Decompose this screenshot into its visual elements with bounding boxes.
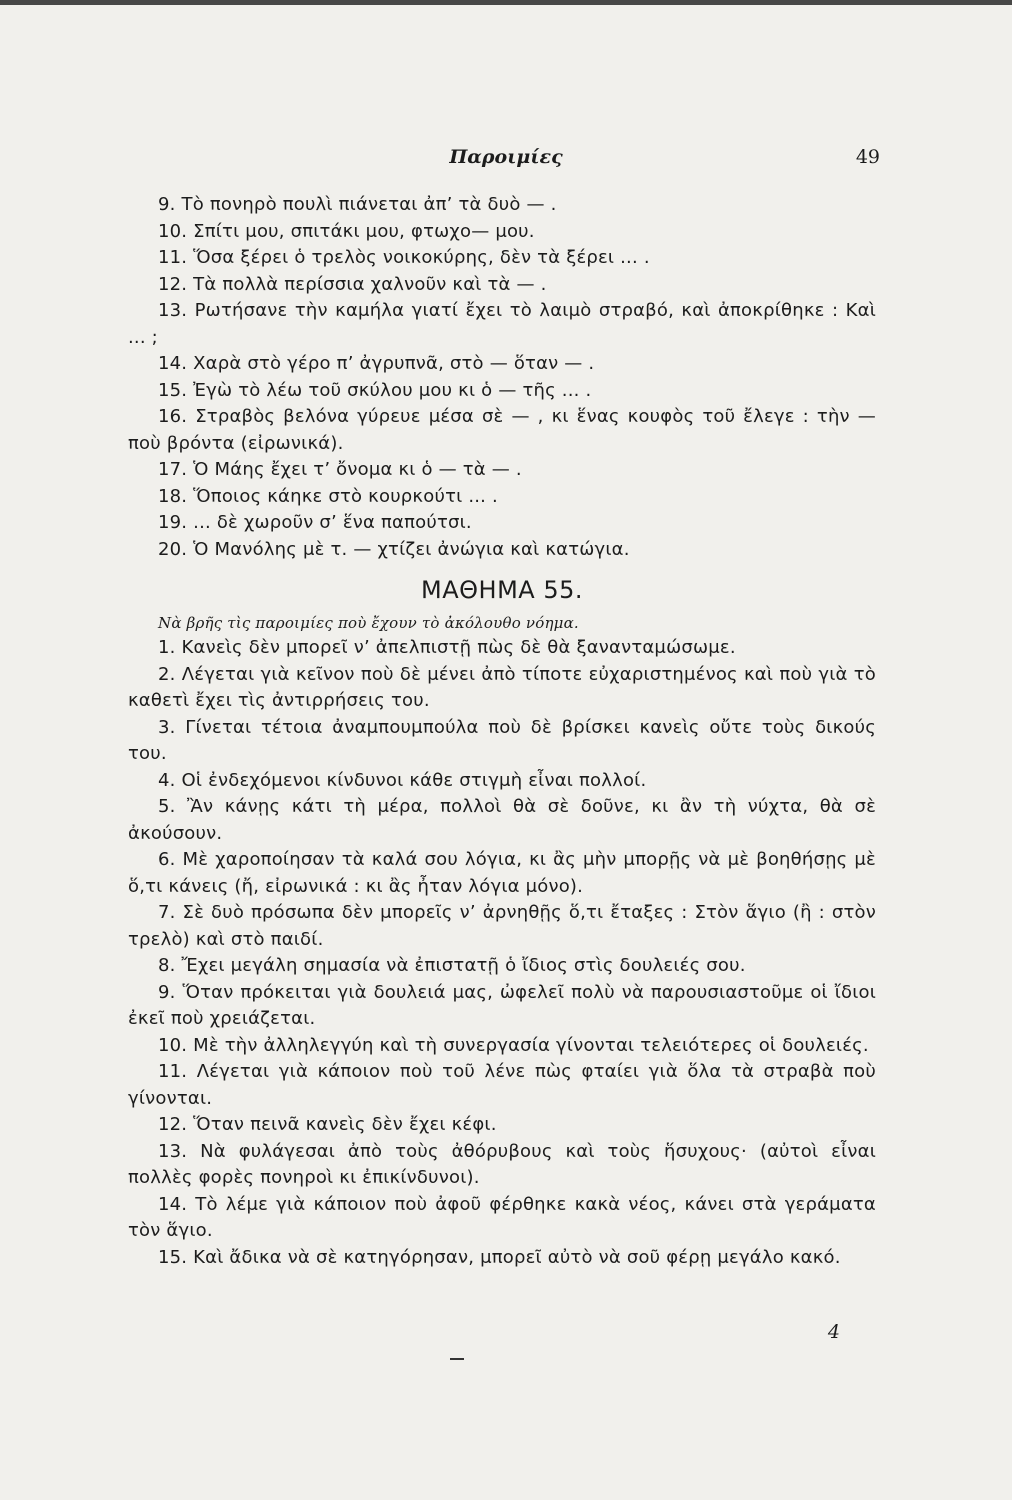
meaning-item: 1. Κανεὶς δὲν μπορεῖ ν’ ἀπελπιστῇ πὼς δὲ θὰ ξανανταμώσωμε. [158, 637, 736, 658]
signature-mark: 4 [827, 1321, 840, 1343]
lesson-heading: ΜΑΘΗΜΑ 55. [421, 576, 583, 604]
meaning-item: 10. Μὲ τὴν ἀλληλεγγύη καὶ τὴ συνεργασία γίνονται τελειότερες οἱ δουλειές. [158, 1034, 869, 1056]
proverb-item: 14. Χαρὰ στὸ γέρο π’ ἀγρυπνᾶ, στὸ — ὅταν — . [158, 353, 595, 374]
proverb-item: 11. Ὅσα ξέρει ὁ τρελὸς νοικοκύρης, δὲν τὰ ξέρει ... . [158, 247, 650, 268]
meaning-item: 8. Ἔχει μεγάλη σημασία νὰ ἐπιστατῇ ὁ ἴδιος στὶς δουλειές σου. [158, 955, 746, 976]
meaning-item: 9. Ὅταν πρόκειται γιὰ δουλειά μας, ὠφελεῖ πολὺ νὰ παρουσιαστοῦμε οἱ ἴδιοι ἐκεῖ ποὺ χρειάζεται. [128, 981, 876, 1029]
proverb-item: 9. Τὸ πονηρὸ πουλὶ πιάνεται ἀπ’ τὰ δυὸ — . [158, 194, 557, 215]
meaning-item: 15. Καὶ ἄδικα νὰ σὲ κατηγόρησαν, μπορεῖ αὐτὸ νὰ σοῦ φέρῃ μεγάλο κακό. [158, 1246, 841, 1268]
proverb-item: 19. ... δὲ χωροῦν σ’ ἕνα παπούτσι. [158, 512, 472, 533]
proverb-item: 17. Ὁ Μάης ἔχει τ’ ὄνομα κι ὁ — τὰ — . [158, 459, 522, 480]
meaning-item: 6. Μὲ χαροποίησαν τὰ καλά σου λόγια, κι ἂς μὴν μπορῇς νὰ μὲ βοηθήσῃς μὲ ὅ,τι κάνεις (ἤ, εἰρωνικά : κι ἂς ἦταν λόγια μόνο). [128, 849, 876, 897]
meaning-item: 12. Ὅταν πεινᾶ κανεὶς δὲν ἔχει κέφι. [158, 1114, 497, 1135]
running-header-title: Παροιμίες [449, 146, 563, 168]
footer-dash [450, 1358, 464, 1360]
page-top-edge [0, 0, 1012, 5]
meaning-item: 5. Ἂν κάνῃς κάτι τὴ μέρα, πολλοὶ θὰ σὲ δοῦνε, κι ἂν τὴ νύχτα, θὰ σὲ ἀκούσουν. [128, 796, 876, 844]
proverb-item: 20. Ὁ Μανόλης μὲ τ. — χτίζει ἀνώγια καὶ κατώγια. [158, 538, 630, 560]
proverb-item: 16. Στραβὸς βελόνα γύρευε μέσα σὲ — , κι ἕνας κουφὸς τοῦ ἔλεγε : τὴν — ποὺ βρόντα (εἰρωνικά). [128, 406, 876, 454]
page-number: 49 [855, 146, 880, 168]
meaning-item: 2. Λέγεται γιὰ κεῖνον ποὺ δὲ μένει ἀπὸ τίποτε εὐχαριστημένος καὶ ποὺ γιὰ τὸ καθετὶ ἔχει τὶς ἀντιρρήσεις του. [128, 663, 876, 711]
meaning-item: 4. Οἱ ἐνδεχόμενοι κίνδυνοι κάθε στιγμὴ εἶναι πολλοί. [158, 769, 647, 791]
meaning-list-part2 [128, 635, 876, 1271]
meaning-item: 14. Τὸ λέμε γιὰ κάποιον ποὺ ἀφοῦ φέρθηκε κακὰ νέος, κάνει στὰ γεράματα τὸν ἅγιο. [128, 1193, 876, 1241]
lesson-instruction: Νὰ βρῆς τὶς παροιμίες ποὺ ἔχουν τὸ ἀκόλουθο νόημα. [158, 614, 579, 632]
meaning-item: 13. Νὰ φυλάγεσαι ἀπὸ τοὺς ἀθόρυβους καὶ τοὺς ἥσυχους· (αὐτοὶ εἶναι πολλὲς φορὲς πονηροὶ κι ἐπικίνδυνοι). [128, 1140, 876, 1188]
meaning-item: 11. Λέγεται γιὰ κάποιον ποὺ τοῦ λένε πὼς φταίει γιὰ ὅλα τὰ στραβὰ ποὺ γίνονται. [128, 1061, 876, 1109]
proverb-item: 15. Ἐγὼ τὸ λέω τοῦ σκύλου μου κι ὁ — τῆς ... . [158, 379, 592, 401]
proverb-item: 10. Σπίτι μου, σπιτάκι μου, φτωχο— μου. [158, 220, 535, 242]
meaning-item: 7. Σὲ δυὸ πρόσωπα δὲν μπορεῖς ν’ ἀρνηθῇς ὅ,τι ἔταξες : Στὸν ἅγιο (ἢ : στὸν τρελὸ) καὶ στὸ παιδί. [128, 902, 876, 950]
meaning-item: 3. Γίνεται τέτοια ἀναμπουμπούλα ποὺ δὲ βρίσκει κανεὶς οὔτε τοὺς δικούς του. [128, 716, 876, 764]
proverb-list-part1 [128, 192, 876, 563]
page-body [128, 192, 876, 1271]
proverb-item: 18. Ὅποιος κάηκε στὸ κουρκούτι ... . [158, 485, 498, 507]
proverb-item: 13. Ρωτήσανε τὴν καμήλα γιατί ἔχει τὸ λαιμὸ στραβό, καὶ ἀποκρίθηκε : Καὶ ... ; [128, 300, 876, 348]
proverb-item: 12. Τὰ πολλὰ περίσσια χαλνοῦν καὶ τὰ — . [158, 273, 547, 295]
